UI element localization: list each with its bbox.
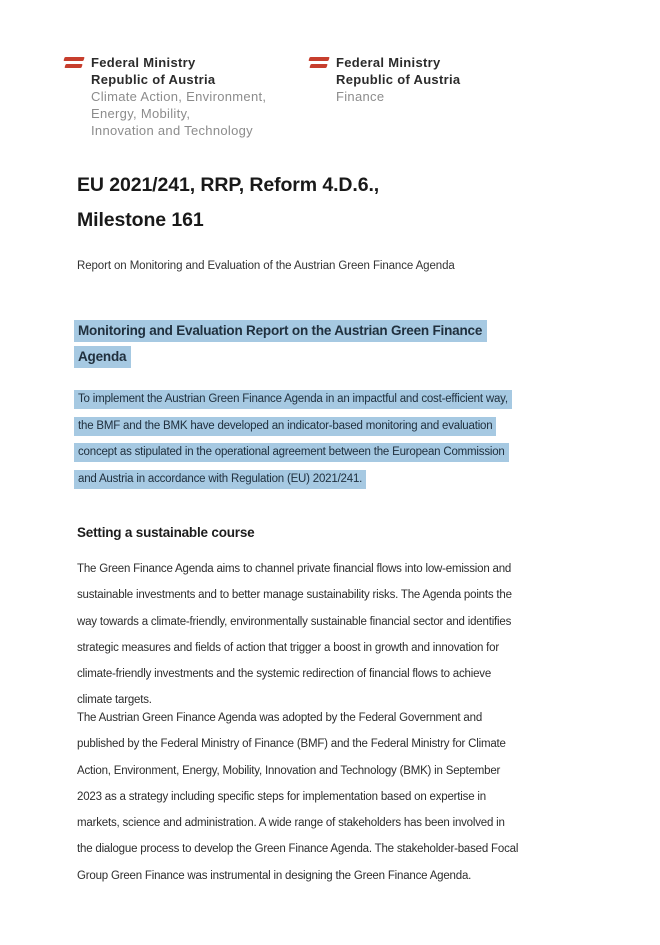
austria-flag-icon <box>63 57 85 70</box>
flag-bar-bottom <box>309 64 327 68</box>
text-line <box>77 203 379 238</box>
logo-bmf-text <box>336 54 460 105</box>
text-line <box>77 556 512 582</box>
text-line-content: Monitoring and Evaluation Report on the Austrian Green Finance <box>74 320 487 342</box>
text-line-content: EU 2021/241, RRP, Reform 4.D.6., <box>77 174 380 196</box>
text-line-content: Group Green Finance was instrumental in designing the Green Finance Agenda. <box>77 869 472 882</box>
text-line-content: Federal Ministry <box>336 55 441 70</box>
text-line <box>77 609 512 635</box>
text-line-content: Republic of Austria <box>336 72 461 87</box>
body-paragraph <box>77 705 518 889</box>
text-line-content: the dialogue process to develop the Green Finance Agenda. The stakeholder-based Focal <box>77 843 519 856</box>
text-line <box>77 836 518 862</box>
text-line-content: Finance <box>336 89 385 104</box>
text-line <box>77 168 379 203</box>
text-line <box>77 810 518 836</box>
text-line <box>74 318 487 344</box>
text-line-content: climate-friendly investments and the systemic redirection of financial flows to achieve <box>77 668 492 681</box>
ministry-name <box>336 54 460 88</box>
text-line-content: sustainable investments and to better manage sustainability risks. The Agenda points the <box>77 589 512 602</box>
text-line <box>74 386 512 413</box>
text-line-content: To implement the Austrian Green Finance Agenda in an impactful and cost-efficient way, <box>74 390 512 409</box>
highlighted-section-heading <box>74 318 487 370</box>
text-line <box>336 71 460 88</box>
report-title <box>77 168 379 238</box>
austria-flag-icon <box>308 57 330 70</box>
logo-bmf <box>308 54 460 105</box>
text-line <box>77 758 518 784</box>
text-line <box>91 122 266 139</box>
text-line-content: The Austrian Green Finance Agenda was adopted by the Federal Government and <box>77 712 483 724</box>
text-line-content: the BMF and the BMK have developed an indicator-based monitoring and evaluation <box>74 417 496 436</box>
logo-bmk <box>63 54 266 139</box>
text-line-content: published by the Federal Ministry of Finance (BMF) and the Federal Ministry for Climate <box>77 738 506 751</box>
body-paragraph <box>77 556 512 714</box>
text-line-content: Agenda <box>74 346 131 368</box>
highlighted-paragraph <box>74 386 512 492</box>
text-line-content: Climate Action, Environment, <box>91 89 267 104</box>
text-line-content: Federal Ministry <box>91 55 196 70</box>
ministry-name <box>91 54 266 88</box>
section-heading: Setting a sustainable course <box>77 525 255 540</box>
text-line <box>77 635 512 661</box>
text-line <box>336 54 460 71</box>
text-line <box>91 54 266 71</box>
text-line-content: 2023 as a strategy including specific steps for implementation based on expertise in <box>77 790 486 803</box>
text-line-content: Innovation and Technology <box>91 123 253 138</box>
text-line-content: strategic measures and fields of action that trigger a boost in growth and innovation for <box>77 641 500 654</box>
text-line <box>74 344 487 370</box>
text-line-content: Action, Environment, Energy, Mobility, Innovation and Technology (BMK) in September <box>77 764 501 777</box>
text-line-content: and Austria in accordance with Regulation (EU) 2021/241. <box>74 470 366 489</box>
text-line <box>77 784 518 810</box>
text-line-content: markets, science and administration. A wide range of stakeholders has been involved in <box>77 817 505 830</box>
flag-bar-top <box>308 57 329 61</box>
text-line <box>77 863 518 889</box>
text-line <box>336 88 460 105</box>
text-line <box>77 731 518 757</box>
text-line <box>77 582 512 608</box>
text-line-content: way towards a climate-friendly, environmentally sustainable financial sector and identifies <box>77 615 512 628</box>
flag-bar-top <box>63 57 84 61</box>
text-line-content: Republic of Austria <box>91 72 216 87</box>
text-line <box>77 705 518 731</box>
report-subtitle: Report on Monitoring and Evaluation of the Austrian Green Finance Agenda <box>77 260 455 272</box>
text-line <box>74 439 512 466</box>
text-line <box>77 661 512 687</box>
ministry-departments <box>91 88 266 139</box>
flag-bar-bottom <box>64 64 82 68</box>
text-line-content: Milestone 161 <box>77 209 204 231</box>
text-line-content: Energy, Mobility, <box>91 106 191 121</box>
text-line-content: climate targets. <box>77 694 152 707</box>
text-line <box>74 413 512 440</box>
text-line-content: The Green Finance Agenda aims to channel private financial flows into low-emission and <box>77 563 512 575</box>
text-line <box>91 71 266 88</box>
ministry-departments <box>336 88 460 105</box>
text-line <box>91 88 266 105</box>
text-line <box>74 466 512 493</box>
logo-bmk-text <box>91 54 266 139</box>
text-line-content: concept as stipulated in the operational agreement between the European Commission <box>74 443 509 462</box>
text-line <box>91 105 266 122</box>
